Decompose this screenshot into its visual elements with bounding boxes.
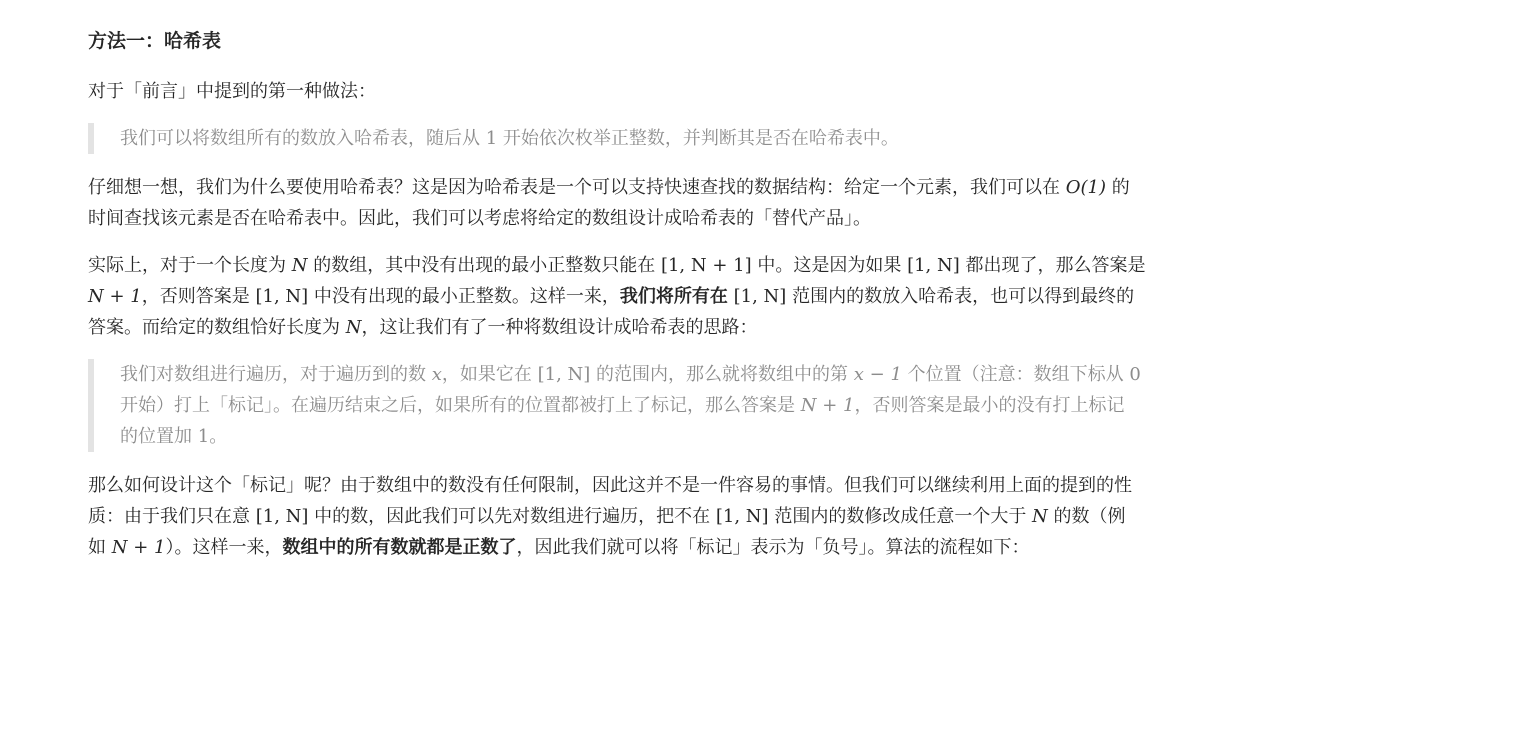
text-line: 时间查找该元素是否在哈希表中。因此，我们可以考虑将给定的数组设计成哈希表的「替代产品」。 [88,208,871,229]
math-inline: N [291,255,308,276]
math-inline: [1, N + 1] [660,255,752,276]
text-line [88,312,1470,343]
text-line [88,501,1470,532]
text-line [120,359,1470,390]
math-inline: N [345,317,362,338]
paragraph-text: ，因此我们就可以将「标记」表示为「负号」。算法的流程如下： [516,537,1030,558]
math-inline: [1, N] [255,506,309,527]
quote-text: 的范围内，那么就将数组中的第 [590,364,854,385]
paragraph-text: 都出现了，那么答案是 [959,255,1146,276]
paragraph-text: 的 [1105,177,1130,198]
math-inline: 0 [1129,364,1141,385]
paragraph-text: 实际上，对于一个长度为 [88,255,292,276]
quote-text: 的位置加 [120,426,198,447]
paragraph-text: 答案。而给定的数组恰好长度为 [88,317,346,338]
paragraph-text: 仔细想一想，我们为什么要使用哈希表？这是因为哈希表是一个可以支持快速查找的数据结构：给定一个元素，我们可以在 [88,177,1066,198]
paragraph-text: 如 [88,537,112,558]
quote-text: 开始依次枚举正整数，并判断其是否在哈希表中。 [497,128,899,149]
math-inline: [1, N] [537,364,591,385]
paragraph-text: ，否则答案是 [141,286,256,307]
blockquote-marking [88,359,1470,452]
paragraph-text: 中。这是因为如果 [751,255,908,276]
paragraph-text: ）。这样一来， [165,537,283,558]
paragraph-text: 质：由于我们只在意 [88,506,256,527]
text-line [120,390,1470,421]
paragraph-text: 的数组，其中没有出现的最小正整数只能在 [307,255,661,276]
section-heading: 方法一：哈希表 [88,30,222,52]
math-inline: 1 [485,128,498,149]
text-line [88,172,1470,203]
math-inline: N [1032,506,1048,527]
math-inline: x − 1 [853,364,902,385]
paragraph-text: 范围内的数修改成任意一个大于 [768,506,1033,527]
math-inline: O(1) [1065,177,1106,198]
math-inline: N + 1 [800,395,855,416]
bold-text: 数组中的所有数就都是正数了 [282,537,517,558]
quote-text: 我们对数组进行遍历，对于遍历到的数 [120,364,432,385]
paragraph-text: 的数（例 [1047,506,1126,527]
bold-text: 我们将所有在 [619,286,728,307]
paragraph-intro [88,76,1470,107]
math-inline: [1, N] [907,255,960,276]
math-inline: [1, N] [255,286,309,307]
text-line [88,281,1470,312]
text-line: 那么如何设计这个「标记」呢？由于数组中的数没有任何限制，因此这并不是一件容易的事情。但我们可以继续利用上面的提到的性 [88,475,1132,496]
paragraph-design-mark [88,470,1470,563]
paragraph-text: ，这让我们有了一种将数组设计成哈希表的思路： [361,317,758,338]
quote-text: ，否则答案是最小的没有打上标记 [854,395,1125,416]
paragraph-range [88,250,1470,343]
paragraph-text: 中没有出现的最小正整数。这样一来， [308,286,620,307]
paragraph-text: 对于「前言」中提到的第一种做法： [88,81,376,102]
paragraph-text: 中的数，因此我们可以先对数组进行遍历，把不在 [308,506,716,527]
math-inline: x [431,364,442,385]
math-inline: N + 1 [111,537,166,558]
quote-text: 。 [209,426,228,447]
math-inline: [1, N] [715,506,769,527]
math-inline: N + 1 [88,286,142,307]
text-line [88,250,1470,281]
paragraph-why-hash [88,172,1470,234]
quote-text: 个位置（注意：数组下标从 [901,364,1130,385]
quote-text: ，如果它在 [441,364,538,385]
paragraph-text: 范围内的数放入哈希表，也可以得到最终的 [786,286,1135,307]
quote-text: 开始）打上「标记」。在遍历结束之后，如果所有的位置都被打上了标记，那么答案是 [120,395,801,416]
math-inline: [1, N] [733,286,787,307]
blockquote-hash-idea [88,123,1470,154]
quote-text: 我们可以将数组所有的数放入哈希表，随后从 [120,128,486,149]
text-line [88,532,1470,563]
math-inline: 1 [197,426,210,447]
text-line [120,421,1470,452]
